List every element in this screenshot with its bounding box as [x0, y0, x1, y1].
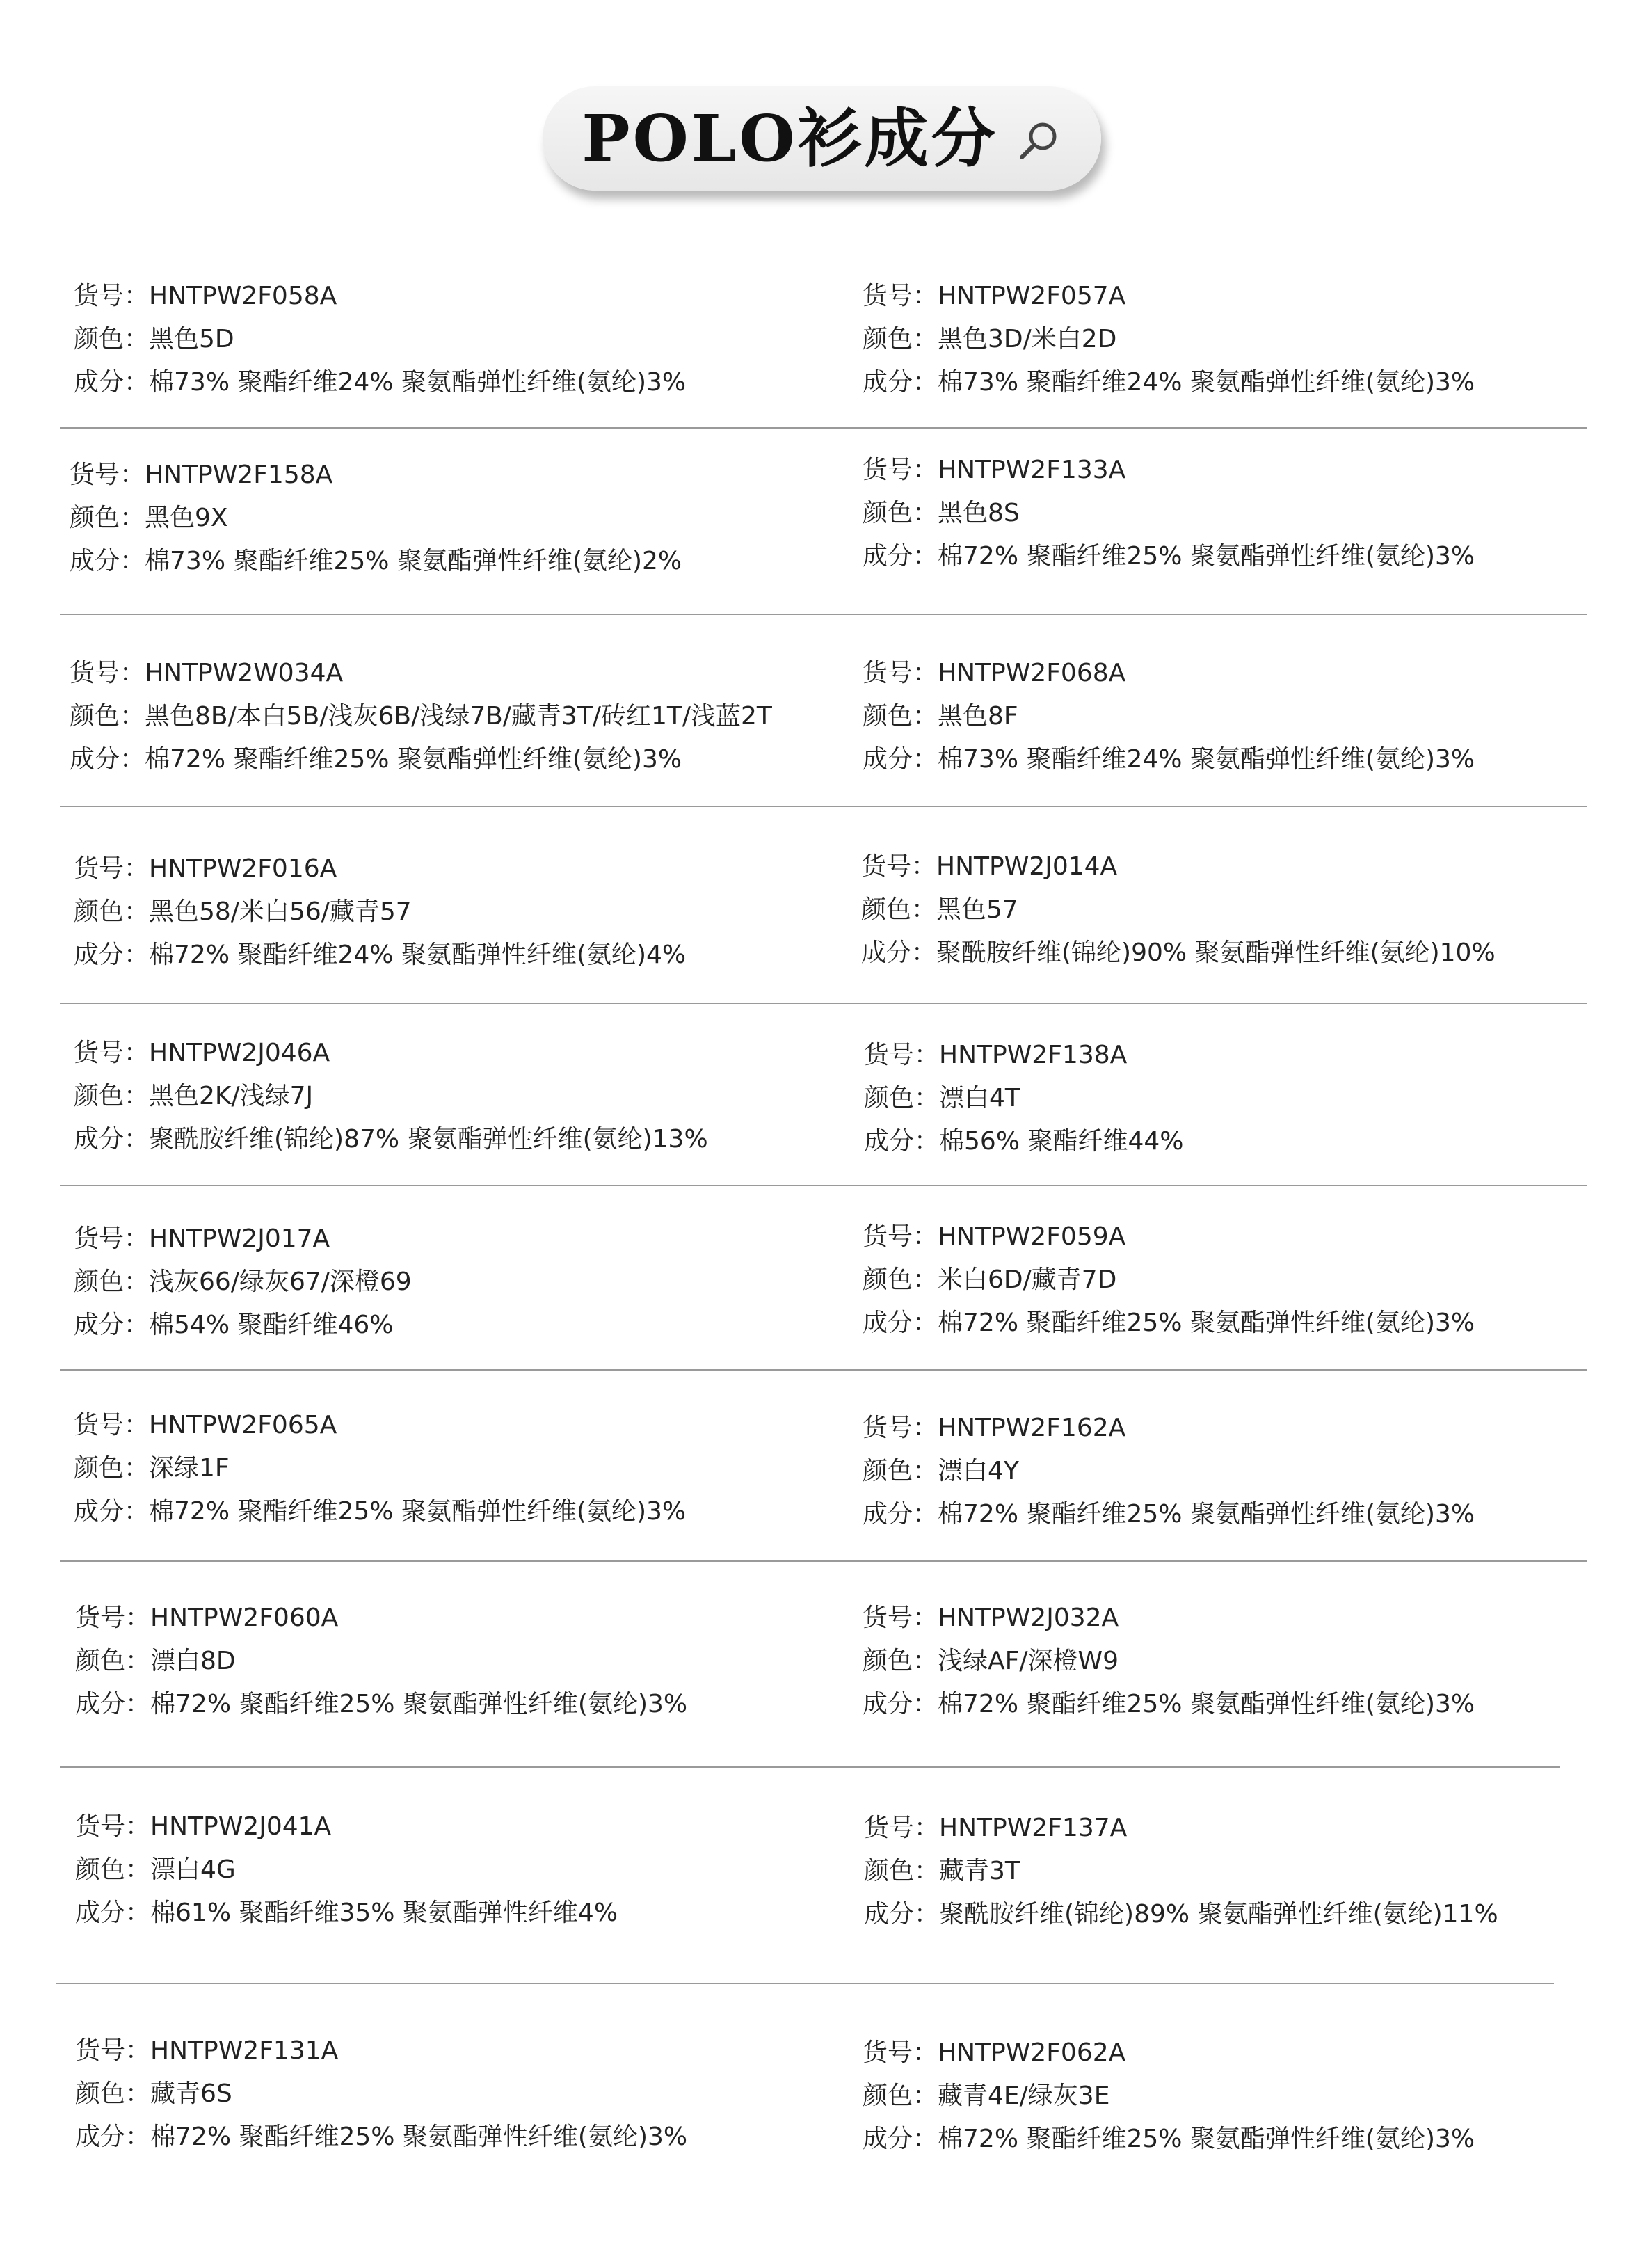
composition-value: 棉73% 聚酯纤维25% 聚氨酯弹性纤维(氨纶)2% [145, 547, 682, 575]
color-label: 颜色： [863, 702, 938, 730]
product-block [75, 2029, 812, 2159]
composition-value: 聚酰胺纤维(锦纶)87% 聚氨酯弹性纤维(氨纶)13% [149, 1125, 708, 1153]
sku-value: HNTPW2F062A [938, 2038, 1126, 2067]
composition-label: 成分： [864, 1900, 940, 1928]
sku-label: 货号： [864, 1814, 940, 1842]
row-divider [60, 1003, 1587, 1004]
color-line [863, 695, 1600, 738]
page-title: POLO衫成分 [582, 101, 998, 176]
sku-line [75, 2029, 812, 2073]
composition-line [74, 1118, 811, 1161]
composition-value: 棉56% 聚酯纤维44% [939, 1127, 1184, 1156]
color-line [863, 1450, 1600, 1493]
composition-label: 成分： [75, 1690, 151, 1718]
color-value: 漂白4T [939, 1084, 1020, 1112]
sku-label: 货号： [863, 1604, 938, 1632]
product-block [74, 275, 811, 404]
product-block [75, 1597, 812, 1726]
sku-label: 货号： [70, 461, 145, 489]
sku-line [861, 845, 1598, 888]
color-line [70, 695, 807, 738]
composition-value: 棉72% 聚酯纤维25% 聚氨酯弹性纤维(氨纶)3% [938, 1500, 1475, 1528]
composition-value: 棉72% 聚酯纤维24% 聚氨酯弹性纤维(氨纶)4% [149, 941, 687, 969]
sku-value: HNTPW2F058A [149, 282, 337, 310]
composition-value: 棉72% 聚酯纤维25% 聚氨酯弹性纤维(氨纶)3% [938, 1309, 1475, 1337]
composition-label: 成分： [864, 1127, 940, 1156]
sku-line [863, 2031, 1600, 2075]
composition-line [74, 361, 811, 404]
sku-label: 货号： [864, 1041, 940, 1069]
color-line [864, 1077, 1601, 1120]
composition-value: 棉61% 聚酯纤维35% 聚氨酯弹性纤维4% [150, 1899, 618, 1927]
color-label: 颜色： [74, 1082, 150, 1110]
title-banner [543, 86, 1101, 191]
sku-label: 货号： [863, 456, 938, 484]
color-value: 黑色5D [149, 325, 234, 353]
composition-label: 成分： [863, 745, 938, 774]
composition-label: 成分： [861, 939, 937, 967]
color-label: 颜色： [863, 325, 938, 353]
sku-value: HNTPW2W034A [145, 659, 344, 687]
product-block [70, 652, 807, 781]
color-label: 颜色： [75, 2079, 151, 2108]
composition-line [74, 1490, 811, 1533]
sku-value: HNTPW2J017A [149, 1224, 330, 1253]
composition-value: 棉72% 聚酯纤维25% 聚氨酯弹性纤维(氨纶)3% [149, 1497, 687, 1526]
color-label: 颜色： [861, 895, 937, 924]
color-label: 颜色： [863, 1457, 938, 1485]
color-label: 颜色： [75, 1855, 151, 1884]
composition-label: 成分： [74, 1125, 150, 1153]
product-block [863, 275, 1600, 404]
product-block [863, 1407, 1600, 1536]
color-line [863, 492, 1600, 535]
color-line [863, 1640, 1600, 1683]
composition-line [70, 738, 807, 781]
composition-value: 棉72% 聚酯纤维25% 聚氨酯弹性纤维(氨纶)3% [938, 542, 1475, 570]
composition-line [863, 1302, 1600, 1345]
color-line [74, 891, 811, 934]
row-divider [60, 1560, 1587, 1562]
product-block [864, 1807, 1601, 1936]
color-line [863, 2075, 1600, 2118]
color-line [75, 1848, 812, 1892]
color-line [863, 1259, 1600, 1302]
color-line [861, 888, 1598, 932]
composition-line [864, 1893, 1601, 1936]
sku-value: HNTPW2F065A [149, 1411, 337, 1439]
composition-line [863, 535, 1600, 578]
sku-label: 货号： [74, 1039, 150, 1067]
color-value: 黑色8S [938, 499, 1020, 527]
color-label: 颜色： [864, 1084, 940, 1112]
composition-line [75, 1683, 812, 1726]
sku-line [863, 652, 1600, 695]
composition-label: 成分： [74, 941, 150, 969]
row-divider [60, 1185, 1587, 1186]
color-label: 颜色： [74, 1268, 150, 1296]
composition-value: 棉72% 聚酯纤维25% 聚氨酯弹性纤维(氨纶)3% [938, 2125, 1475, 2153]
color-label: 颜色： [863, 499, 938, 527]
composition-line [74, 1304, 811, 1347]
color-value: 漂白8D [150, 1647, 236, 1675]
product-block [74, 847, 811, 977]
color-line [75, 1640, 812, 1683]
composition-value: 棉73% 聚酯纤维24% 聚氨酯弹性纤维(氨纶)3% [149, 368, 687, 397]
sku-value: HNTPW2F162A [938, 1414, 1126, 1442]
sku-line [863, 1597, 1600, 1640]
sku-label: 货号： [75, 1812, 151, 1841]
composition-label: 成分： [75, 2123, 151, 2151]
color-value: 漂白4Y [938, 1457, 1019, 1485]
composition-label: 成分： [863, 1500, 938, 1528]
color-line [74, 318, 811, 361]
color-label: 颜色： [75, 1647, 151, 1675]
composition-label: 成分： [863, 1690, 938, 1718]
color-value: 黑色58/米白56/藏青57 [149, 897, 412, 926]
color-line [74, 1447, 811, 1490]
color-label: 颜色： [74, 325, 150, 353]
color-label: 颜色： [74, 1454, 150, 1483]
product-block [863, 2031, 1600, 2161]
color-value: 黑色2K/浅绿7J [149, 1082, 314, 1110]
color-label: 颜色： [864, 1857, 940, 1885]
sku-value: HNTPW2J046A [149, 1039, 330, 1067]
color-value: 藏青3T [939, 1857, 1020, 1885]
composition-line [70, 540, 807, 583]
sku-value: HNTPW2F068A [938, 659, 1126, 687]
sku-line [75, 1597, 812, 1640]
sku-line [74, 847, 811, 891]
color-value: 深绿1F [149, 1454, 230, 1483]
sku-label: 货号： [75, 1604, 151, 1632]
color-value: 藏青6S [150, 2079, 232, 2108]
composition-label: 成分： [863, 542, 938, 570]
sku-value: HNTPW2F131A [150, 2036, 339, 2065]
product-block [863, 652, 1600, 781]
color-label: 颜色： [863, 1265, 938, 1294]
composition-line [75, 1892, 812, 1935]
sku-label: 货号： [863, 2038, 938, 2067]
composition-value: 棉73% 聚酯纤维24% 聚氨酯弹性纤维(氨纶)3% [938, 368, 1475, 397]
color-value: 黑色9X [145, 504, 228, 532]
sku-line [74, 1404, 811, 1447]
product-block [861, 845, 1598, 975]
sku-label: 货号： [74, 1224, 150, 1253]
composition-label: 成分： [74, 1497, 150, 1526]
search-icon [1016, 118, 1062, 164]
sku-line [70, 652, 807, 695]
composition-line [74, 934, 811, 977]
composition-label: 成分： [75, 1899, 151, 1927]
composition-value: 聚酰胺纤维(锦纶)89% 聚氨酯弹性纤维(氨纶)11% [939, 1900, 1498, 1928]
sku-value: HNTPW2F059A [938, 1222, 1126, 1251]
sku-line [863, 275, 1600, 318]
sku-value: HNTPW2F133A [938, 456, 1126, 484]
color-label: 颜色： [70, 702, 145, 730]
color-value: 黑色8F [938, 702, 1018, 730]
sku-label: 货号： [70, 659, 145, 687]
composition-line [864, 1120, 1601, 1163]
row-divider [60, 614, 1587, 615]
composition-label: 成分： [74, 1311, 150, 1339]
composition-line [863, 1493, 1600, 1536]
sku-line [863, 1407, 1600, 1450]
sku-value: HNTPW2J041A [150, 1812, 332, 1841]
row-divider [60, 1369, 1587, 1371]
sku-line [864, 1807, 1601, 1850]
color-value: 黑色3D/米白2D [938, 325, 1117, 353]
sku-line [863, 1215, 1600, 1259]
sku-line [863, 449, 1600, 492]
sku-line [70, 454, 807, 497]
sku-value: HNTPW2J032A [938, 1604, 1119, 1632]
composition-line [863, 2118, 1600, 2161]
composition-value: 聚酰胺纤维(锦纶)90% 聚氨酯弹性纤维(氨纶)10% [936, 939, 1496, 967]
color-line [70, 497, 807, 540]
row-divider [60, 806, 1587, 807]
sku-label: 货号： [863, 659, 938, 687]
color-value: 黑色57 [936, 895, 1018, 924]
sku-label: 货号： [863, 1222, 938, 1251]
sku-value: HNTPW2F158A [145, 461, 333, 489]
color-value: 浅灰66/绿灰67/深橙69 [149, 1268, 412, 1296]
color-line [75, 2073, 812, 2116]
sku-value: HNTPW2F138A [939, 1041, 1128, 1069]
sku-value: HNTPW2F060A [150, 1604, 339, 1632]
sku-line [74, 1032, 811, 1075]
color-line [864, 1850, 1601, 1893]
composition-label: 成分： [70, 547, 145, 575]
product-block [74, 1217, 811, 1347]
color-value: 浅绿AF/深橙W9 [938, 1647, 1119, 1675]
product-block [864, 1034, 1601, 1163]
composition-value: 棉72% 聚酯纤维25% 聚氨酯弹性纤维(氨纶)3% [145, 745, 682, 774]
color-value: 黑色8B/本白5B/浅灰6B/浅绿7B/藏青3T/砖红1T/浅蓝2T [145, 702, 772, 730]
composition-line [863, 738, 1600, 781]
sku-label: 货号： [74, 282, 150, 310]
composition-line [863, 1683, 1600, 1726]
color-label: 颜色： [863, 1647, 938, 1675]
composition-line [75, 2116, 812, 2159]
product-block [863, 1215, 1600, 1345]
sku-value: HNTPW2F016A [149, 854, 337, 883]
color-value: 漂白4G [150, 1855, 236, 1884]
composition-value: 棉72% 聚酯纤维25% 聚氨酯弹性纤维(氨纶)3% [150, 2123, 688, 2151]
composition-value: 棉54% 聚酯纤维46% [149, 1311, 394, 1339]
composition-label: 成分： [70, 745, 145, 774]
sku-line [74, 275, 811, 318]
sku-label: 货号： [863, 282, 938, 310]
sku-label: 货号： [863, 1414, 938, 1442]
color-line [74, 1075, 811, 1118]
sku-value: HNTPW2J014A [936, 852, 1118, 881]
sku-value: HNTPW2F057A [938, 282, 1126, 310]
color-label: 颜色： [70, 504, 145, 532]
composition-value: 棉72% 聚酯纤维25% 聚氨酯弹性纤维(氨纶)3% [150, 1690, 688, 1718]
color-value: 藏青4E/绿灰3E [938, 2082, 1110, 2110]
product-block [74, 1404, 811, 1533]
composition-label: 成分： [863, 368, 938, 397]
color-label: 颜色： [863, 2082, 938, 2110]
composition-label: 成分： [74, 368, 150, 397]
color-line [863, 318, 1600, 361]
sku-label: 货号： [74, 1411, 150, 1439]
product-block [74, 1032, 811, 1161]
composition-label: 成分： [863, 2125, 938, 2153]
composition-value: 棉73% 聚酯纤维24% 聚氨酯弹性纤维(氨纶)3% [938, 745, 1475, 774]
composition-line [861, 932, 1598, 975]
color-value: 米白6D/藏青7D [938, 1265, 1117, 1294]
composition-value: 棉72% 聚酯纤维25% 聚氨酯弹性纤维(氨纶)3% [938, 1690, 1475, 1718]
row-divider [56, 1983, 1554, 1984]
row-divider [60, 427, 1587, 429]
product-block [70, 454, 807, 583]
sku-label: 货号： [75, 2036, 151, 2065]
product-block [75, 1805, 812, 1935]
sku-label: 货号： [861, 852, 937, 881]
composition-line [863, 361, 1600, 404]
color-label: 颜色： [74, 897, 150, 926]
sku-line [75, 1805, 812, 1848]
product-block [863, 449, 1600, 578]
sku-value: HNTPW2F137A [939, 1814, 1128, 1842]
product-block [863, 1597, 1600, 1726]
sku-label: 货号： [74, 854, 150, 883]
sku-line [864, 1034, 1601, 1077]
sku-line [74, 1217, 811, 1261]
row-divider [60, 1766, 1560, 1768]
color-line [74, 1261, 811, 1304]
composition-label: 成分： [863, 1309, 938, 1337]
